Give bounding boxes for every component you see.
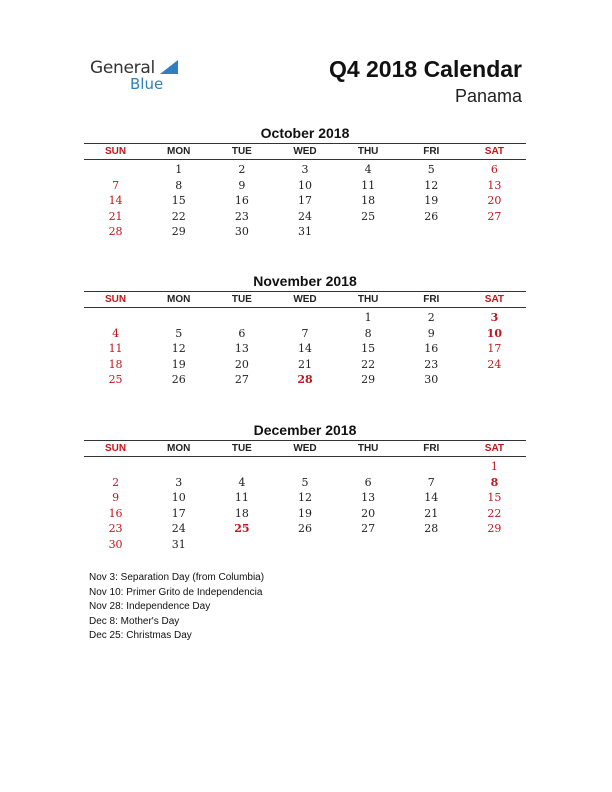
day-cell bbox=[337, 224, 400, 240]
weekday-label: SUN bbox=[105, 146, 127, 157]
day-cell: 11 bbox=[361, 178, 376, 192]
logo bbox=[90, 56, 210, 96]
day-cell: 3 bbox=[175, 475, 183, 489]
day-cell bbox=[463, 537, 526, 553]
day-cell: 10 bbox=[171, 491, 186, 504]
day-cell: 6 bbox=[490, 163, 498, 176]
day-cell: 3 bbox=[490, 311, 499, 324]
day-cell bbox=[273, 537, 336, 553]
weekday-label: THU bbox=[357, 146, 379, 157]
day-cell: 20 bbox=[361, 506, 376, 520]
day-cell: 9 bbox=[427, 326, 435, 340]
day-cell: 10 bbox=[297, 178, 312, 192]
day-cell: 24 bbox=[297, 209, 312, 223]
week-row bbox=[84, 372, 526, 388]
day-cell: 8 bbox=[364, 326, 372, 340]
weekday-label: THU bbox=[357, 294, 379, 305]
weekday-label: SAT bbox=[484, 146, 505, 157]
day-cell bbox=[210, 310, 273, 326]
day-cell bbox=[463, 372, 526, 388]
day-cell: 6 bbox=[364, 475, 372, 489]
holiday-notes bbox=[89, 571, 264, 644]
week-row bbox=[84, 326, 526, 342]
day-cell: 5 bbox=[301, 475, 309, 489]
weekday-label: WED bbox=[293, 294, 317, 305]
day-cell: 25 bbox=[108, 373, 123, 386]
page-title: Q4 2018 Calendar bbox=[328, 56, 522, 82]
day-cell: 28 bbox=[108, 225, 123, 238]
month-block bbox=[84, 421, 526, 552]
day-cell: 23 bbox=[108, 522, 123, 535]
day-cell: 15 bbox=[171, 194, 186, 207]
day-cell: 27 bbox=[234, 373, 249, 386]
day-cell: 22 bbox=[487, 506, 502, 520]
day-cell: 23 bbox=[234, 209, 249, 223]
day-cell: 7 bbox=[427, 475, 435, 489]
page-subtitle: Panama bbox=[454, 86, 522, 106]
day-cell: 5 bbox=[175, 326, 183, 340]
day-cell bbox=[84, 459, 147, 475]
day-cell: 17 bbox=[297, 194, 312, 207]
day-cell bbox=[84, 310, 147, 326]
day-cell bbox=[400, 537, 463, 553]
holiday-note: Dec 25: Christmas Day bbox=[89, 630, 192, 641]
day-cell: 21 bbox=[424, 506, 439, 520]
weekday-header bbox=[84, 291, 526, 308]
holiday-note: Dec 8: Mother's Day bbox=[89, 615, 180, 627]
weekday-label: MON bbox=[167, 443, 191, 454]
day-cell: 4 bbox=[238, 475, 246, 489]
day-cell: 22 bbox=[361, 357, 376, 371]
day-cell: 7 bbox=[301, 326, 309, 340]
day-cell: 16 bbox=[424, 342, 439, 355]
day-cell: 12 bbox=[424, 178, 439, 192]
day-cell: 14 bbox=[424, 491, 439, 504]
day-cell: 8 bbox=[490, 475, 499, 489]
day-cell: 4 bbox=[364, 163, 372, 176]
day-cell: 1 bbox=[175, 163, 183, 176]
month-title: October 2018 bbox=[260, 125, 350, 141]
day-cell: 10 bbox=[486, 326, 503, 340]
week-row bbox=[84, 209, 526, 225]
week-row bbox=[84, 341, 526, 357]
day-cell: 19 bbox=[297, 506, 312, 520]
day-cell: 4 bbox=[112, 326, 120, 340]
week-row bbox=[84, 521, 526, 537]
day-cell: 20 bbox=[487, 194, 502, 207]
logo-word-blue: Blue bbox=[130, 75, 164, 93]
week-row bbox=[84, 310, 526, 326]
day-cell: 30 bbox=[108, 537, 123, 551]
day-cell: 27 bbox=[361, 522, 376, 535]
weekday-label: TUE bbox=[231, 443, 252, 454]
day-cell bbox=[400, 459, 463, 475]
day-cell: 30 bbox=[234, 225, 249, 238]
day-cell: 11 bbox=[108, 342, 123, 355]
day-cell: 15 bbox=[487, 491, 502, 504]
day-cell: 26 bbox=[424, 209, 439, 223]
day-cell: 9 bbox=[112, 491, 120, 504]
week-row bbox=[84, 357, 526, 373]
week-row bbox=[84, 490, 526, 506]
week-row bbox=[84, 224, 526, 240]
day-cell: 5 bbox=[427, 163, 435, 176]
day-cell: 17 bbox=[487, 342, 502, 355]
day-cell bbox=[210, 537, 273, 553]
day-cell: 29 bbox=[487, 522, 502, 535]
month-title: December 2018 bbox=[253, 422, 357, 438]
day-cell: 30 bbox=[424, 373, 439, 386]
week-row bbox=[84, 178, 526, 194]
day-cell: 11 bbox=[234, 491, 249, 504]
weekday-label: MON bbox=[167, 146, 191, 157]
day-cell: 3 bbox=[301, 163, 309, 176]
day-cell: 16 bbox=[108, 506, 123, 520]
weekday-header bbox=[84, 143, 526, 160]
week-row bbox=[84, 475, 526, 491]
day-cell: 2 bbox=[112, 475, 120, 489]
day-cell: 13 bbox=[361, 491, 376, 504]
day-cell: 13 bbox=[234, 342, 249, 355]
day-cell: 26 bbox=[297, 522, 312, 535]
day-cell: 24 bbox=[487, 357, 502, 371]
holiday-note: Nov 28: Independence Day bbox=[89, 601, 211, 612]
day-cell: 19 bbox=[171, 357, 186, 371]
day-cell: 29 bbox=[361, 373, 376, 386]
day-cell bbox=[84, 162, 147, 178]
day-cell: 19 bbox=[424, 194, 439, 207]
weekday-label: SAT bbox=[484, 443, 505, 454]
weekday-label: MON bbox=[167, 294, 191, 305]
day-cell: 21 bbox=[297, 357, 312, 371]
weekday-label: TUE bbox=[231, 146, 252, 157]
weekday-label: FRI bbox=[423, 146, 440, 157]
day-cell: 22 bbox=[171, 209, 186, 223]
day-cell: 13 bbox=[487, 178, 502, 192]
day-cell bbox=[337, 537, 400, 553]
day-cell: 21 bbox=[108, 209, 123, 223]
holiday-note: Nov 10: Primer Grito de Independencia bbox=[89, 586, 263, 598]
day-cell: 20 bbox=[234, 357, 249, 371]
day-cell bbox=[210, 459, 273, 475]
day-cell: 12 bbox=[297, 491, 312, 504]
day-cell: 8 bbox=[175, 178, 183, 192]
weekday-header bbox=[84, 440, 526, 457]
day-cell: 1 bbox=[364, 311, 372, 324]
day-cell: 24 bbox=[171, 522, 186, 535]
day-cell: 2 bbox=[238, 163, 246, 176]
weekday-label: FRI bbox=[423, 443, 440, 454]
day-cell bbox=[337, 459, 400, 475]
holiday-note: Nov 3: Separation Day (from Columbia) bbox=[89, 572, 265, 583]
day-cell bbox=[273, 310, 336, 326]
day-cell: 31 bbox=[297, 225, 312, 238]
day-cell: 18 bbox=[234, 506, 249, 520]
day-cell bbox=[400, 224, 463, 240]
logo-word-general: General bbox=[90, 58, 155, 78]
day-cell: 16 bbox=[234, 194, 249, 207]
week-row bbox=[84, 193, 526, 209]
month-title: November 2018 bbox=[253, 273, 357, 289]
day-cell: 6 bbox=[238, 326, 246, 340]
day-cell: 1 bbox=[490, 460, 498, 473]
day-cell: 25 bbox=[361, 209, 376, 223]
week-row bbox=[84, 459, 526, 475]
day-cell bbox=[273, 459, 336, 475]
week-row bbox=[84, 506, 526, 522]
day-cell: 26 bbox=[171, 373, 186, 386]
day-cell bbox=[463, 224, 526, 240]
day-cell: 28 bbox=[424, 522, 439, 535]
day-cell: 18 bbox=[361, 194, 376, 207]
weekday-label: FRI bbox=[423, 294, 440, 305]
week-row bbox=[84, 162, 526, 178]
day-cell: 12 bbox=[171, 342, 186, 355]
day-cell: 14 bbox=[297, 342, 312, 355]
day-cell: 27 bbox=[487, 209, 502, 223]
week-row bbox=[84, 537, 526, 553]
day-cell: 7 bbox=[112, 178, 120, 192]
weekday-label: WED bbox=[293, 146, 317, 157]
day-cell: 14 bbox=[108, 194, 123, 207]
weekday-label: SUN bbox=[105, 443, 127, 454]
weekday-label: SAT bbox=[484, 294, 505, 305]
month-block bbox=[84, 124, 526, 240]
weekday-label: SUN bbox=[105, 294, 127, 305]
day-cell: 18 bbox=[108, 357, 123, 371]
weekday-label: THU bbox=[357, 443, 379, 454]
day-cell: 31 bbox=[171, 537, 186, 551]
day-cell bbox=[147, 310, 210, 326]
logo-triangle-icon bbox=[160, 60, 178, 74]
weekday-label: TUE bbox=[231, 294, 252, 305]
day-cell bbox=[147, 459, 210, 475]
day-cell: 23 bbox=[424, 357, 439, 371]
day-cell: 29 bbox=[171, 225, 186, 238]
day-cell: 25 bbox=[234, 522, 250, 535]
day-cell: 9 bbox=[238, 178, 246, 192]
month-block bbox=[84, 272, 526, 388]
day-cell: 2 bbox=[427, 311, 435, 324]
day-cell: 17 bbox=[171, 506, 186, 520]
weekday-label: WED bbox=[293, 443, 317, 454]
day-cell: 15 bbox=[361, 342, 376, 355]
day-cell: 28 bbox=[297, 373, 313, 386]
